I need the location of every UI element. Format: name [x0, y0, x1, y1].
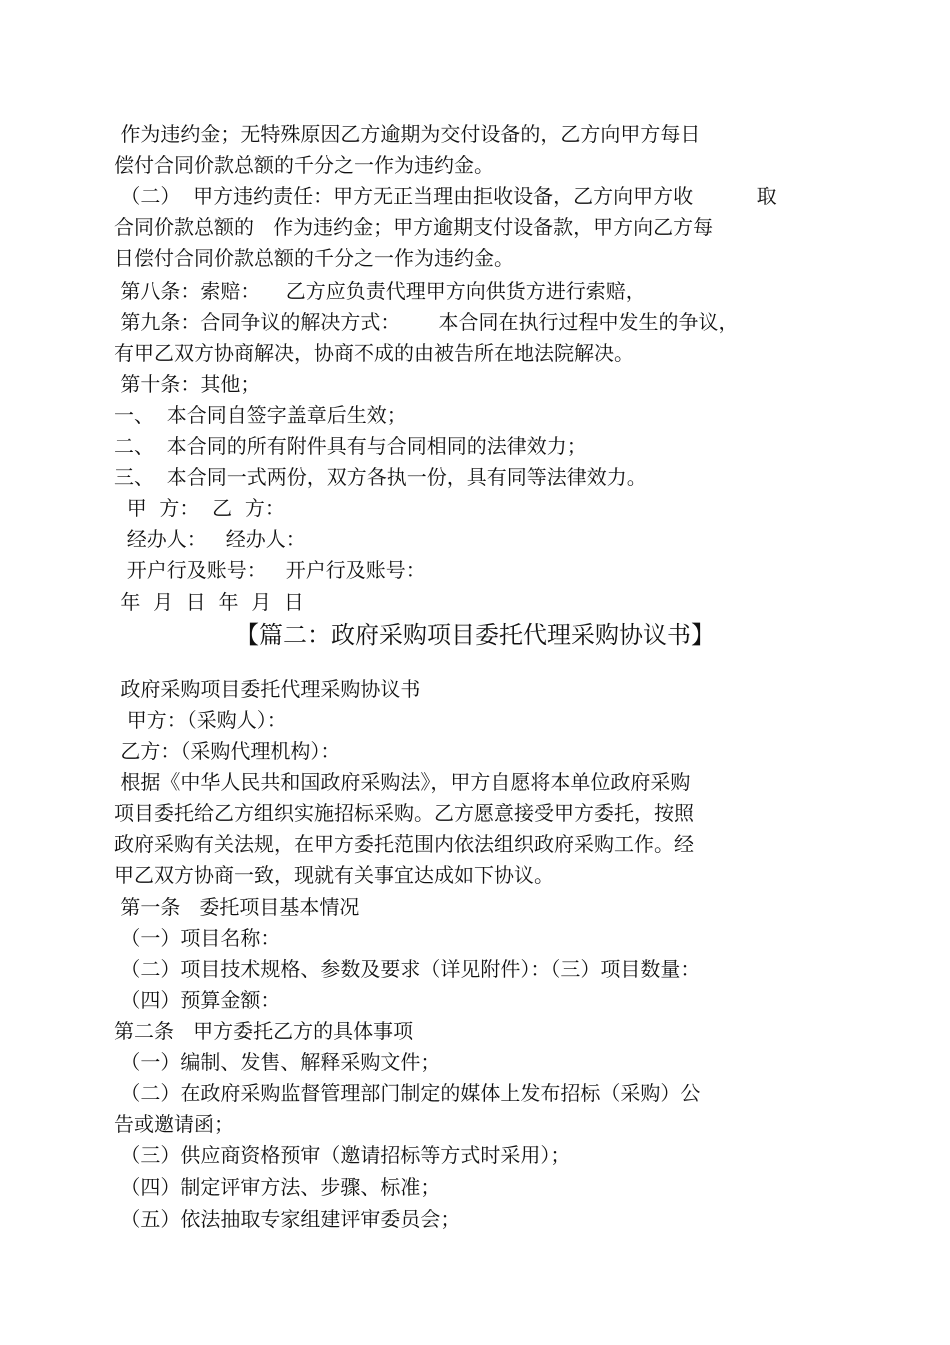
list-item: （二）在政府采购监督管理部门制定的媒体上发布招标（采购）公 [114, 1081, 701, 1105]
party-b-line: 乙方：（采购代理机构）： [114, 739, 341, 763]
text-line: 日偿付合同价款总额的千分之一作为违约金。 [114, 246, 514, 270]
article-1-heading: 第一条 委托项目基本情况 [114, 895, 360, 919]
list-item: （一）项目名称： [114, 926, 281, 950]
list-item: 三、 本合同一式两份，双方各执一份，具有同等法律效力。 [114, 465, 647, 489]
article-10-line: 第十条：其他； [114, 372, 261, 396]
signature-bank-line: 开户行及账号： 开户行及账号： [114, 558, 426, 582]
text-line: 有甲乙双方协商解决，协商不成的由被告所在地法院解决。 [114, 341, 634, 365]
list-item: （四）制定评审方法、步骤、标准； [114, 1175, 441, 1199]
list-item: （三）供应商资格预审（邀请招标等方式时采用）； [114, 1143, 571, 1167]
text-line: 项目委托给乙方组织实施招标采购。乙方愿意接受甲方委托，按照 [114, 801, 694, 825]
text-line: 甲乙双方协商一致，现就有关事宜达成如下协议。 [114, 863, 554, 887]
article-8-line: 第八条：索赔： 乙方应负责代理甲方向供货方进行索赔， [114, 279, 646, 303]
list-item: 一、 本合同自签字盖章后生效； [114, 403, 407, 427]
list-item: （四）预算金额： [114, 988, 281, 1012]
article-9-line: 第九条：合同争议的解决方式： 本合同在执行过程中发生的争议， [114, 310, 739, 334]
text-line: 偿付合同价款总额的千分之一作为违约金。 [114, 153, 494, 177]
text-line: 根据《中华人民共和国政府采购法》，甲方自愿将本单位政府采购 [114, 770, 691, 794]
text-line: 合同价款总额的 作为违约金；甲方逾期支付设备款，甲方向乙方每 [114, 215, 714, 239]
text-line: 政府采购有关法规，在甲方委托范围内依法组织政府采购工作。经 [114, 832, 694, 856]
text-line: 作为违约金；无特殊原因乙方逾期为交付设备的，乙方向甲方每日 [114, 122, 701, 146]
signature-date-line: 年 月 日 年 月 日 [114, 590, 304, 614]
text-line: （二） 甲方违约责任：甲方无正当理由拒收设备，乙方向甲方收 取 [114, 184, 777, 208]
text-line: 告或邀请函； [114, 1112, 234, 1136]
signature-agent-line: 经办人： 经办人： [114, 527, 306, 551]
list-item: 二、 本合同的所有附件具有与合同相同的法律效力； [114, 434, 587, 458]
agreement-title: 政府采购项目委托代理采购协议书 [114, 677, 421, 701]
section-heading: 【篇二：政府采购项目委托代理采购协议书】 [235, 621, 715, 649]
list-item: （五）依法抽取专家组建评审委员会； [114, 1207, 461, 1231]
signature-party-line: 甲 方： 乙 方： [114, 496, 285, 520]
list-item: （一）编制、发售、解释采购文件； [114, 1050, 441, 1074]
party-a-line: 甲方：（采购人）： [114, 708, 287, 732]
article-2-heading: 第二条 甲方委托乙方的具体事项 [114, 1019, 414, 1043]
list-item: （二）项目技术规格、参数及要求（详见附件）：（三）项目数量： [114, 957, 701, 981]
